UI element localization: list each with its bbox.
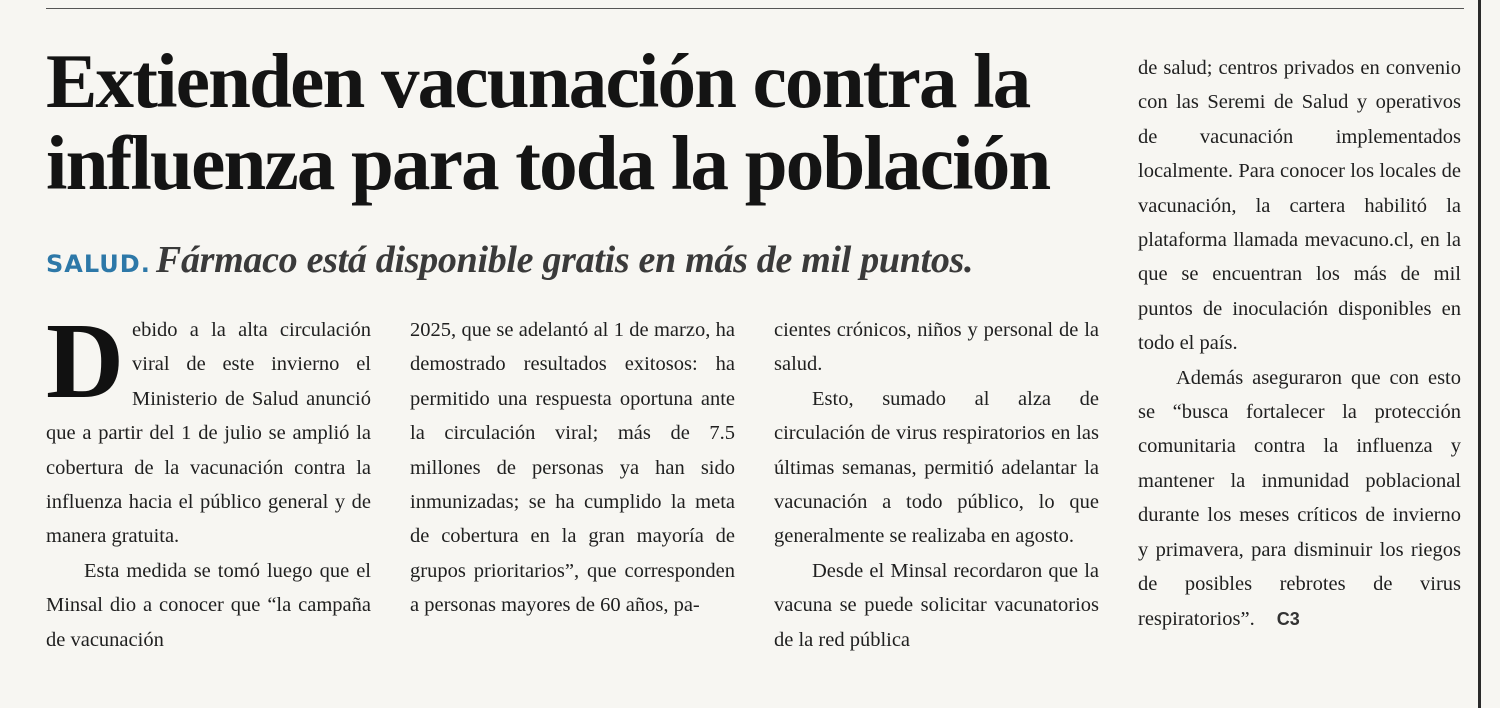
paragraph-5: Esto, sumado al alza de circulación de virus respiratorios en las últimas semanas, permitió adelantar la vacunación a todo público, lo que generalmente se realizaba en agosto. [774, 387, 1099, 548]
paragraph-1-text: ebido a la alta circulación viral de este invierno el Ministerio de Salud anunció que a partir del 1 de julio se amplió la cobertura de la vacunación contra la influenza hacia el público general y de manera gratuita. [46, 319, 371, 548]
paragraph-4: cientes crónicos, niños y personal de la salud. [774, 319, 1099, 376]
headline-line-1: Extienden vacunación contra la [46, 38, 1030, 124]
headline-line-2: influenza para toda la población [46, 120, 1050, 206]
paragraph-3: 2025, que se adelantó al 1 de marzo, ha demostrado resultados exitosos: ha permitido una respuesta oportuna ante la circulación viral; más de 7.5 millones de personas ya han sido inmunizadas; se ha cumplido la meta de cobertura en la gran mayoría de grupos prioritarios”, que corresponden a personas mayores de 60 años, pa- [410, 319, 735, 617]
paragraph-1 [46, 302, 371, 554]
article-column-4 [1138, 51, 1461, 636]
paragraph-6: Desde el Minsal recordaron que la vacuna se puede solicitar vacunatorios de la red pública [774, 559, 1099, 651]
drop-cap: D [46, 302, 124, 421]
article-column-3 [774, 313, 1099, 657]
paragraph-2: Esta medida se tomó luego que el Minsal dio a conocer que “la campaña de vacunación [46, 559, 371, 651]
paragraph-8 [1138, 361, 1461, 636]
article-column-1 [46, 302, 371, 657]
page-edge-rule [1478, 0, 1481, 708]
headline [46, 40, 1116, 204]
deck [46, 238, 1116, 282]
top-rule [46, 8, 1464, 9]
section-tag: SALUD. [46, 250, 151, 278]
article-column-2 [410, 313, 735, 623]
subhead: Fármaco está disponible gratis en más de mil puntos. [155, 239, 974, 281]
paragraph-8-text: Además aseguraron que con esto se “busca fortalecer la protección comunitaria contra la influenza y mantener la inmunidad poblacional durante los meses críticos de invierno y primavera, para disminuir los riegos de posibles rebrotes de virus respiratorios”. [1138, 366, 1461, 630]
end-mark-icon: C3 [1276, 608, 1300, 629]
paragraph-7: de salud; centros privados en convenio con las Seremi de Salud y operativos de vacunación implementados localmente. Para conocer los locales de vacunación, la cartera habilitó la plataforma llamada mevacuno.cl, en la que se encuentran los más de mil puntos de inoculación disponibles en todo el país. [1138, 57, 1461, 355]
